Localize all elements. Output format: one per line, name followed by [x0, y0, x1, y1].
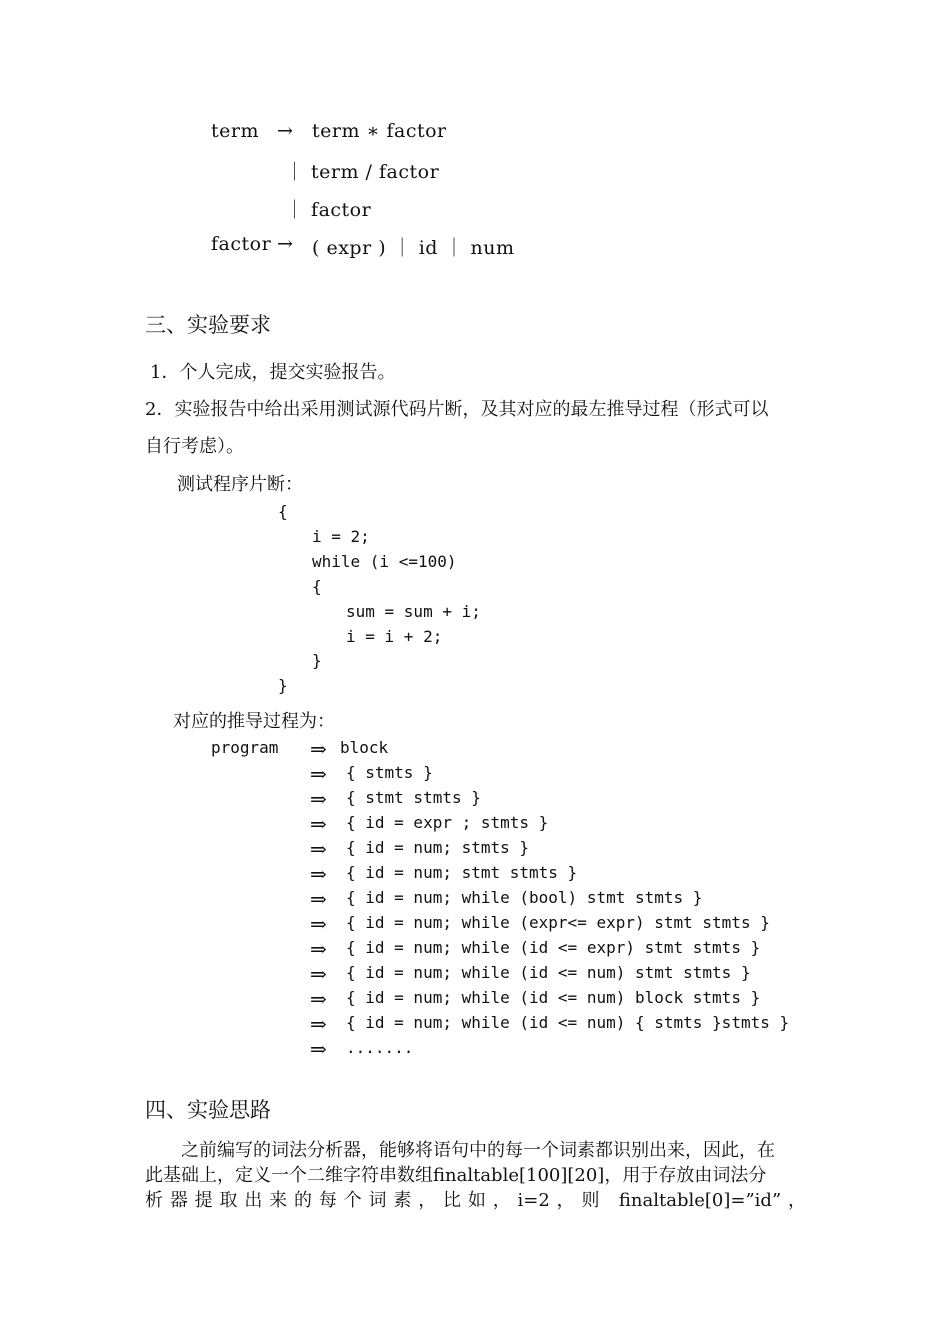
section4-heading: 四、实验思路: [145, 1098, 271, 1122]
snippet-label: 测试程序片断：: [177, 474, 303, 495]
derivation-step: { id = num; while (expr<= expr) stmt stmts }: [346, 913, 770, 932]
grammar-factor-rhs: ( expr ) ｜ id ｜ num: [312, 237, 515, 259]
approach-line-3: 析器提取出来的每个词素，比如，i=2，则 finaltable[0]=”id”，: [145, 1190, 806, 1211]
derivation-start: program: [211, 738, 279, 757]
code-line-2: i = 2;: [312, 527, 370, 546]
derivation-arrow: ⇒: [310, 787, 327, 811]
grammar-term-lhs: term: [211, 120, 259, 142]
derivation-arrow: ⇒: [310, 737, 327, 761]
grammar-term-rhs-2: ｜ term / factor: [285, 161, 440, 183]
derivation-arrow: ⇒: [310, 912, 327, 936]
code-line-7: }: [312, 651, 322, 670]
derivation-arrow: ⇒: [310, 937, 327, 961]
grammar-factor-lhs: factor: [211, 233, 272, 255]
code-line-5: sum = sum + i;: [346, 602, 481, 621]
grammar-arrow-1: →: [277, 120, 293, 142]
derivation-step: { id = num; stmts }: [346, 838, 530, 857]
derivation-step: { id = num; stmt stmts }: [346, 863, 578, 882]
code-line-8: }: [278, 676, 288, 695]
derivation-arrow: ⇒: [310, 987, 327, 1011]
derivation-label: 对应的推导过程为：: [173, 711, 335, 732]
derivation-step: { stmt stmts }: [346, 788, 481, 807]
grammar-term-rhs-3: ｜ factor: [285, 199, 372, 221]
grammar-arrow-2: →: [277, 233, 293, 255]
grammar-term-rhs-1: term ∗ factor: [312, 120, 447, 142]
section3-heading: 三、实验要求: [145, 313, 271, 337]
derivation-arrow: ⇒: [310, 1012, 327, 1036]
derivation-arrow: ⇒: [310, 762, 327, 786]
requirement-item-2-cont: 自行考虑）。: [145, 436, 244, 457]
derivation-step: { id = num; while (id <= num) stmt stmts }: [346, 963, 751, 982]
code-line-3: while (i <=100): [312, 552, 457, 571]
code-line-4: {: [312, 577, 322, 596]
derivation-arrow: ⇒: [310, 837, 327, 861]
approach-line-2: 此基础上，定义一个二维字符串数组finaltable[100][20]，用于存放由词法分: [145, 1165, 767, 1186]
derivation-step: { id = num; while (id <= num) block stmts }: [346, 988, 761, 1007]
derivation-step: { stmts }: [346, 763, 433, 782]
approach-line-1: 之前编写的词法分析器，能够将语句中的每一个词素都识别出来，因此，在: [181, 1140, 775, 1161]
code-line-1: {: [278, 502, 288, 521]
derivation-step: { id = expr ; stmts }: [346, 813, 549, 832]
derivation-step: block: [340, 738, 389, 757]
derivation-step: .......: [346, 1038, 414, 1057]
derivation-arrow: ⇒: [310, 962, 327, 986]
derivation-arrow: ⇒: [310, 887, 327, 911]
derivation-step: { id = num; while (id <= expr) stmt stmts }: [346, 938, 761, 957]
requirement-item-1: 1．个人完成，提交实验报告。: [150, 362, 396, 383]
derivation-arrow: ⇒: [310, 1037, 327, 1061]
derivation-step: { id = num; while (bool) stmt stmts }: [346, 888, 703, 907]
derivation-arrow: ⇒: [310, 862, 327, 886]
requirement-item-2: 2．实验报告中给出采用测试源代码片断，及其对应的最左推导过程（形式可以: [145, 399, 769, 420]
derivation-arrow: ⇒: [310, 812, 327, 836]
derivation-step: { id = num; while (id <= num) { stmts }stmts }: [346, 1013, 790, 1032]
code-line-6: i = i + 2;: [346, 627, 443, 646]
